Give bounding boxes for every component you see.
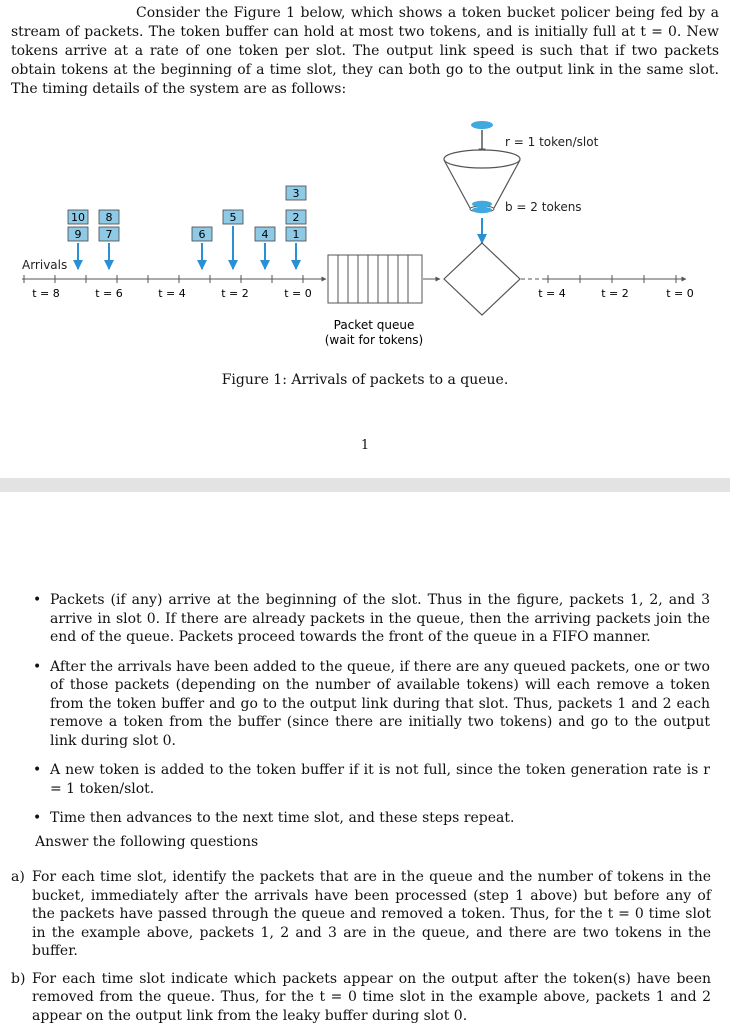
page-1 xyxy=(0,0,730,478)
output-tick-label: t = 2 xyxy=(601,287,629,300)
packet-label: 5 xyxy=(229,211,237,224)
packets-t0 xyxy=(286,186,306,269)
figure-1 xyxy=(0,110,730,370)
rate-label: r = 1 token/slot xyxy=(505,135,599,149)
intro-text: Consider the Figure 1 below, which shows a token bucket policer being fed by a stream of packets. The token buffer can hold at most two tokens, and is initially full at t = 0. New tokens arrive at a rate of one token per slot. The output link speed is such that if two packets obtain tokens at the beginning of a time slot, they can both go to the output link in the same slot. The timing details of the system are as follows: xyxy=(11,5,719,97)
policer-gate xyxy=(444,243,520,315)
list-item: • A new token is added to the token buffer if it is not full, since the token generation rate is r = 1 token/slot. xyxy=(33,762,710,797)
packet-label: 4 xyxy=(261,228,269,241)
question-label: b) xyxy=(11,970,26,987)
packet-label: 8 xyxy=(105,211,113,224)
bullet-text: After the arrivals have been added to the queue, if there are any queued packets, one or two of those packets (depending on the number of available tokens) will each remove a token from the token buffer and go to the output link during that slot. Thus, packets 1 and 2 each remove a token from the buffer (since there are initially two tokens) and go to the output link during slot 0. xyxy=(50,658,710,749)
token-source-icon xyxy=(471,121,493,129)
questions-list xyxy=(11,868,711,1034)
bucket-label: b = 2 tokens xyxy=(505,200,582,214)
question-text: For each time slot indicate which packets appear on the output after the token(s) have been removed from the queue. Thus, for the t = 0 time slot in the example above, packets 1 and 2 appear on the output link from the leaky buffer during slot 0. xyxy=(32,970,711,1024)
packets-t2 xyxy=(223,210,243,269)
question-item xyxy=(11,868,711,961)
input-tick-label: t = 4 xyxy=(158,287,186,300)
packet-label: 3 xyxy=(292,187,300,200)
packet-label: 7 xyxy=(105,228,113,241)
queue-label-line1: Packet queue xyxy=(333,318,415,332)
packets-t8 xyxy=(68,210,88,269)
packet-label: 2 xyxy=(292,211,300,224)
page-number: 1 xyxy=(360,438,370,453)
bucket-rim xyxy=(444,150,520,168)
packet-label: 1 xyxy=(292,228,300,241)
packet-label: 10 xyxy=(71,211,85,224)
packets-t7 xyxy=(99,210,119,269)
output-tick-label: t = 4 xyxy=(538,287,566,300)
input-tick-label: t = 6 xyxy=(95,287,123,300)
question-text: For each time slot, identify the packets that are in the queue and the number of tokens in the bucket, immediately after the arrivals have been processed (step 1 above) but before any of the packets have passed through the queue and removed a token. Thus, for the t = 0 time slot in the example above, packets 1, 2 and 3 are in the queue, and there are two tokens in the buffer. xyxy=(32,869,711,959)
bullet-text: Time then advances to the next time slot, and these steps repeat. xyxy=(50,810,515,826)
question-label: a) xyxy=(11,869,25,885)
token-icon xyxy=(472,201,492,207)
list-item: • After the arrivals have been added to the queue, if there are any queued packets, one or two of those packets (depending on the number of available tokens) will each remove a token from the token buffer and go to the output link during that slot. Thus, packets 1 and 2 each remove a token from the buffer (since there are initially two tokens) and go to the output link during slot 0. xyxy=(33,658,710,749)
arrivals-label: Arrivals xyxy=(22,258,68,272)
packet-label: 6 xyxy=(198,228,206,241)
bullet-text: Packets (if any) arrive at the beginning of the slot. Thus in the figure, packets 1, 2, and 3 arrive in slot 0. If there are already packets in the queue, then the arriving packets join the end of the queue. Packets proceed towards the front of the queue in a FIFO manner. xyxy=(50,592,710,645)
page-2 xyxy=(0,492,730,1024)
input-tick-label: t = 2 xyxy=(221,287,249,300)
question-item xyxy=(11,970,711,1026)
list-item: • Time then advances to the next time slot, and these steps repeat. xyxy=(33,810,515,826)
list-item: • Packets (if any) arrive at the beginning of the slot. Thus in the figure, packets 1, 2, and 3 arrive in slot 0. If there are already packets in the queue, then the arriving packets join the end of the queue. Packets proceed towards the front of the queue in a FIFO manner. xyxy=(33,592,710,645)
intro-paragraph xyxy=(11,4,719,99)
packet-label: 9 xyxy=(74,228,82,241)
output-tick-label: t = 0 xyxy=(666,287,694,300)
page-gap xyxy=(0,478,730,492)
input-tick-label: t = 8 xyxy=(32,287,60,300)
figure-caption: Figure 1: Arrivals of packets to a queue. xyxy=(221,372,509,388)
packets-t3 xyxy=(192,227,212,269)
packet-queue xyxy=(328,255,422,303)
bullet-text: A new token is added to the token buffer if it is not full, since the token generation rate is r = 1 token/slot. xyxy=(50,762,710,797)
token-bucket-diagram xyxy=(0,110,730,370)
token-icon xyxy=(472,207,492,213)
packets-t1 xyxy=(255,227,275,269)
queue-label-line2: (wait for tokens) xyxy=(324,333,424,347)
input-tick-label: t = 0 xyxy=(284,287,312,300)
answer-intro: Answer the following questions xyxy=(35,834,259,850)
timing-details-list xyxy=(28,591,710,839)
